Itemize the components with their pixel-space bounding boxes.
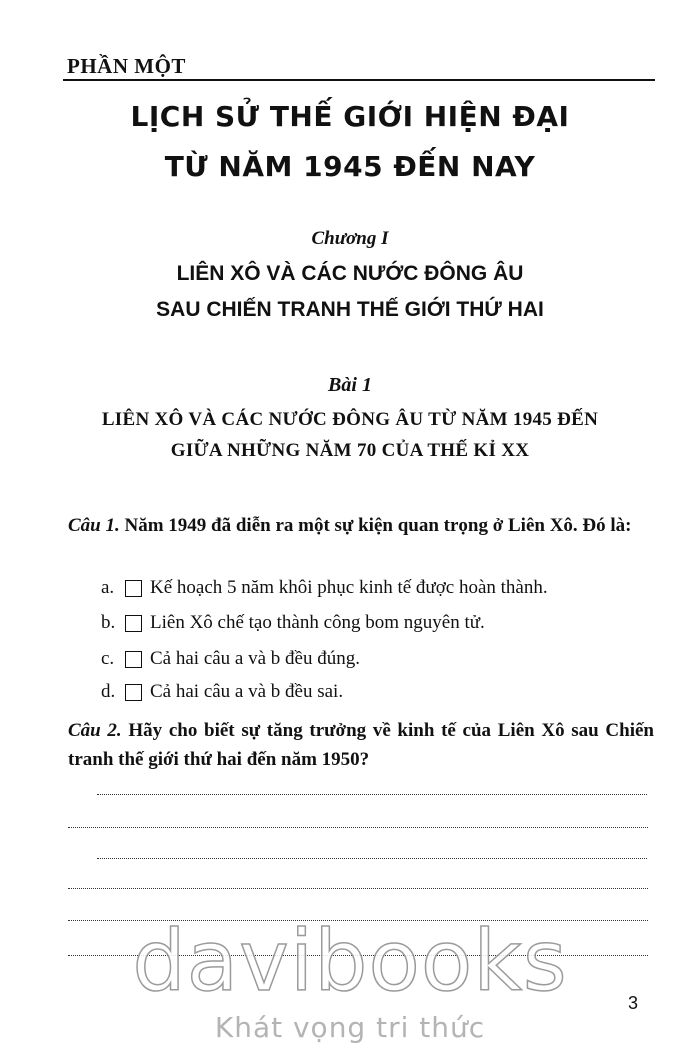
option-b-text: Liên Xô chế tạo thành công bom nguyên tử. [150,612,485,633]
option-c-text: Cả hai câu a và b đều đúng. [150,648,360,669]
option-c-checkbox[interactable] [125,651,142,668]
option-a-letter: a. [101,577,115,598]
question-1-number: Câu 1. [68,515,120,536]
main-title-line-2: TỪ NĂM 1945 ĐẾN NAY [164,150,536,183]
option-d-letter: d. [101,681,116,702]
option-a[interactable] [101,576,548,600]
option-a-checkbox[interactable] [125,580,142,597]
lesson-title-line-2: GIỮA NHỮNG NĂM 70 CỦA THẾ KỈ XX [170,440,530,461]
question-2 [68,716,654,774]
lesson-title-line-1: LIÊN XÔ VÀ CÁC NƯỚC ĐÔNG ÂU TỪ NĂM 1945 ĐẾN [101,409,599,430]
question-2-text: Hãy cho biết sự tăng trưởng về kinh tế của Liên Xô sau Chiến tranh thế giới thứ hai đến năm 1950? [68,720,654,770]
option-a-text: Kế hoạch 5 năm khôi phục kinh tế được hoàn thành. [150,577,548,598]
option-d[interactable] [101,680,343,704]
option-b-checkbox[interactable] [125,615,142,632]
watermark-tagline: Khát vọng tri thức [214,1011,486,1044]
answer-line[interactable] [97,794,647,795]
header-rule [63,79,655,81]
option-b-letter: b. [101,612,116,633]
chapter-label: Chương I [311,228,389,249]
chapter-title-line-2: SAU CHIẾN TRANH THẾ GIỚI THỨ HAI [156,298,544,321]
answer-line[interactable] [68,888,648,889]
question-1-text: Năm 1949 đã diễn ra một sự kiện quan trọng ở Liên Xô. Đó là: [124,515,632,536]
answer-line[interactable] [68,827,648,828]
chapter-title-line-1: LIÊN XÔ VÀ CÁC NƯỚC ĐÔNG ÂU [176,262,524,285]
option-c-letter: c. [101,648,115,669]
option-d-text: Cả hai câu a và b đều sai. [150,681,344,702]
answer-line[interactable] [97,858,647,859]
main-title-line-1: LỊCH SỬ THẾ GIỚI HIỆN ĐẠI [130,100,570,133]
question-1 [68,511,654,540]
watermark-brand: davibooks [132,912,568,1010]
part-label: PHẦN MỘT [67,54,186,78]
option-b[interactable] [101,611,485,635]
option-d-checkbox[interactable] [125,684,142,701]
lesson-label: Bài 1 [328,374,372,396]
option-c[interactable] [101,647,360,671]
question-2-number: Câu 2. [68,720,122,741]
page-number: 3 [628,993,639,1013]
